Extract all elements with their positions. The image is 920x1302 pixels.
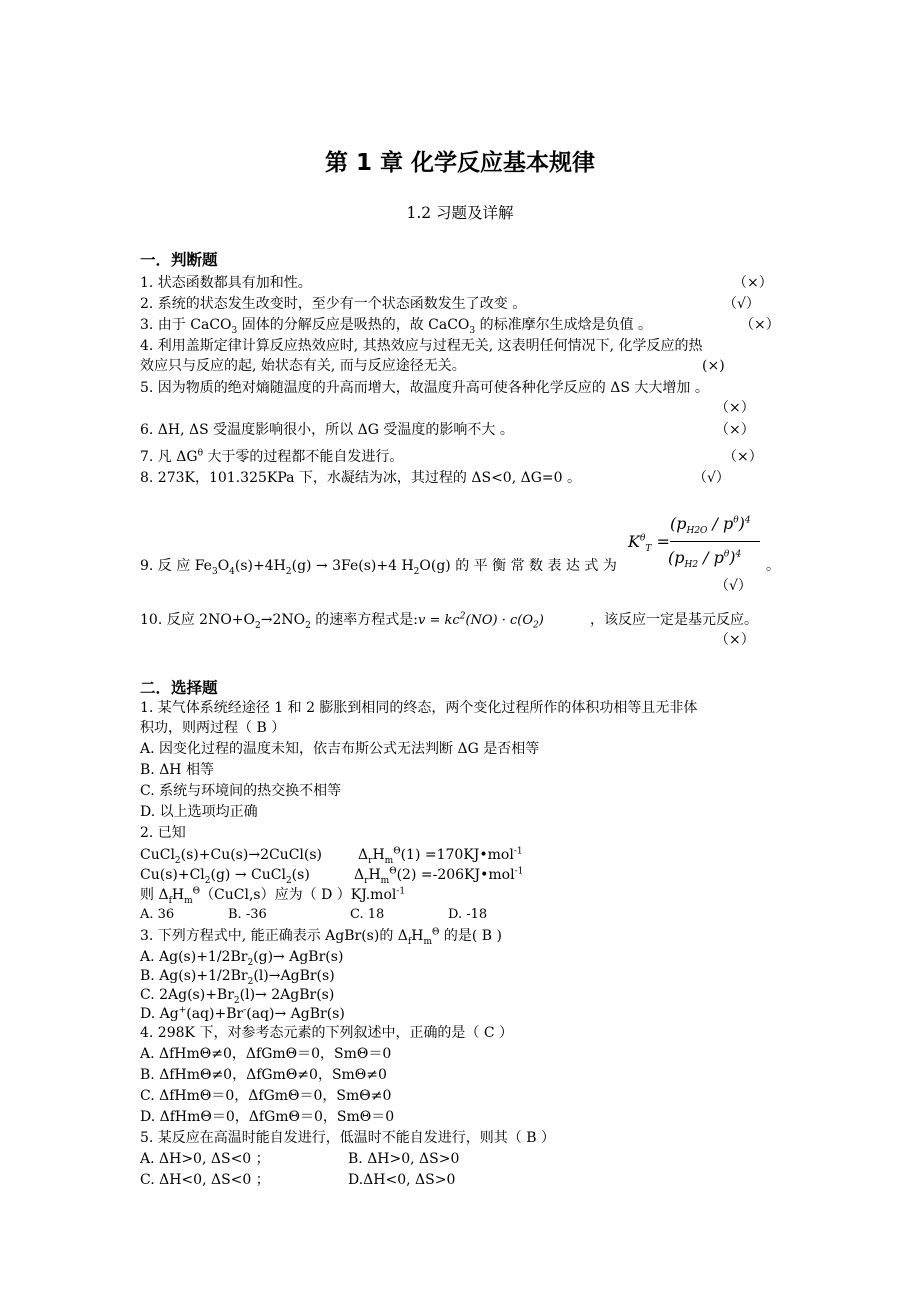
choice-1-line1: 1. 某气体系统经途径 1 和 2 膨胀到相同的终态，两个变化过程所作的体积功相等且无非体	[140, 700, 698, 716]
choice-4-option-b: B. ΔfHmΘ≠0，ΔfGmΘ≠0，SmΘ≠0	[140, 1067, 387, 1083]
question-2-text: 2. 系统的状态发生改变时，至少有一个状态函数发生了改变 。	[140, 296, 527, 312]
choice-1-option-d: D. 以上选项均正确	[140, 804, 258, 820]
choice-4-option-a: A. ΔfHmΘ≠0，ΔfGmΘ＝0，SmΘ＝0	[140, 1046, 392, 1062]
question-2-answer: （√）	[723, 296, 760, 312]
choice-3-stem: 3. 下列方程式中, 能正确表示 AgBr(s)的 $\Delta_fH_m^\Theta$ 的是( B )	[140, 927, 502, 947]
choice-2-option-c: C. 18	[350, 907, 385, 922]
choice-2-reaction-2: $Cu(s)+Cl_2(g)$ → CuCl$_2$(s)	[140, 867, 310, 886]
choice-3-option-d: D. Ag+(aq)+Br-(aq)→ AgBr(s)	[140, 1005, 345, 1022]
choice-5-option-b: B. ΔH>0, ΔS>0	[348, 1151, 460, 1167]
question-3-text: 3. 由于 CaCO$_3$ 固体的分解反应是吸热的，故 CaCO$_3$ 的标准摩尔生成焓是负值 。	[140, 317, 653, 336]
fraction-bar	[670, 541, 760, 542]
question-7-answer: （×）	[723, 449, 763, 465]
question-1-text: 1. 状态函数都具有加和性。	[140, 275, 312, 291]
question-4-line2: 效应只与反应的起, 始状态有关, 而与反应途径无关。	[140, 358, 466, 374]
choice-5-stem: 5. 某反应在高温时能自发进行，低温时不能自发进行，则其（ B ）	[140, 1130, 555, 1146]
choice-5-option-d: D.ΔH<0, ΔS>0	[348, 1172, 456, 1188]
choice-3-option-a: A. $Ag(s)+1/2Br_2(g)\to$ AgBr(s)	[140, 949, 344, 968]
choice-2-option-d: D. -18	[448, 907, 488, 922]
choice-2-intro: 2. 已知	[140, 825, 186, 841]
choice-5-option-a: A. ΔH>0, ΔS<0 ；	[140, 1151, 270, 1167]
choice-2-option-a: A. 36	[140, 907, 175, 922]
question-10-text: 10. 反应 $2NO+O_2\to 2NO_2$ 的速率方程式是:v = $kc^2(NO) \cdot c(O_2)$	[140, 611, 544, 631]
question-9-end: 。	[766, 558, 780, 574]
choice-4-stem: 4. 298K 下，对参考态元素的下列叙述中，正确的是（ C ）	[140, 1025, 514, 1041]
question-5-text: 5. 因为物质的绝对熵随温度的升高而增大，故温度升高可使各种化学反应的 ΔS 大大增加 。	[140, 380, 709, 396]
choice-2-option-b: B. -36	[228, 907, 267, 922]
question-8-text: 8. 273K，101.325KPa 下，水凝结为冰，其过程的 ΔS<0, ΔG=0 。	[140, 470, 581, 486]
chapter-title: 第 1 章 化学反应基本规律	[324, 150, 596, 176]
section-heading-choice: 二．选择题	[140, 679, 218, 697]
rate-equation: $v = kc^2(NO) \cdot c(O_2)$	[418, 611, 544, 631]
section-heading-judgement: 一．判断题	[140, 251, 218, 269]
question-10-answer: （×）	[715, 632, 755, 648]
choice-3-option-b: B. $Ag(s)+1/2Br_2(l)\to AgBr(s)$	[140, 968, 335, 987]
question-8-answer: （√）	[693, 470, 730, 486]
question-9-answer: （√）	[715, 578, 752, 594]
question-1-answer: （×）	[733, 275, 773, 291]
choice-3-option-c: C. $2Ag(s)+Br_2(l)\to$ 2AgBr(s)	[140, 987, 335, 1006]
choice-1-option-b: B. ΔH 相等	[140, 762, 214, 778]
choice-4-option-d: D. ΔfHmΘ＝0，ΔfGmΘ＝0，SmΘ＝0	[140, 1109, 395, 1125]
choice-2-reaction-1: CuCl$_2$(s)+Cu(s)→2CuCl(s)	[140, 847, 322, 866]
choice-1-line2: 积功，则两过程（ B ）	[140, 720, 286, 736]
choice-2-enthalpy-1: $\Delta_rH_m^\Theta(1)$ =170KJ•mol$^{-1}$	[358, 846, 523, 866]
choice-2-enthalpy-2: $\Delta_rH_m^\Theta(2)$ =-206KJ•mol$^{-1}$	[354, 866, 524, 886]
choice-5-option-c: C. ΔH<0, ΔS<0 ；	[140, 1172, 270, 1188]
choice-1-option-a: A. 因变化过程的温度未知，依吉布斯公式无法判断 ΔG 是否相等	[140, 741, 540, 757]
question-9-text: 9. 反 应 $Fe_3O_4(s)+4H_2(g) \to 3Fe(s)+4$ $H_2O(g)$ 的 平 衡 常 数 表 达 式 为	[140, 558, 617, 577]
question-6-text: 6. ΔH, ΔS 受温度影响很小，所以 ΔG 受温度的影响不大 。	[140, 422, 514, 438]
question-7-text: 7. 凡 $\Delta G^\theta$ 大于零的过程都不能自发进行。	[140, 448, 404, 465]
question-6-answer: （×）	[715, 422, 755, 438]
choice-2-question: 则 $\Delta_fH_m^\Theta(CuCl,s)$应为（ D ）KJ.mol$^{-1}$	[140, 886, 406, 906]
choice-4-option-c: C. ΔfHmΘ＝0，ΔfGmΘ＝0，SmΘ≠0	[140, 1088, 392, 1104]
choice-1-option-c: C. 系统与环境间的热交换不相等	[140, 783, 342, 799]
section-subtitle: 1.2 习题及详解	[406, 204, 514, 222]
question-5-answer: （×）	[715, 400, 755, 416]
question-10-tail: ，该反应一定是基元反应。	[590, 612, 758, 628]
question-4-answer: (×)	[702, 358, 725, 374]
question-3-answer: （×）	[740, 317, 780, 333]
equilibrium-constant-formula: $K^\theta_T$ = $(p_{H2O} / p^\theta)^4$ $(p_{H2} / p^\theta)^4$	[628, 514, 768, 574]
question-4-line1: 4. 利用盖斯定律计算反应热效应时, 其热效应与过程无关, 这表明任何情况下, 化学反应的热	[140, 338, 703, 354]
